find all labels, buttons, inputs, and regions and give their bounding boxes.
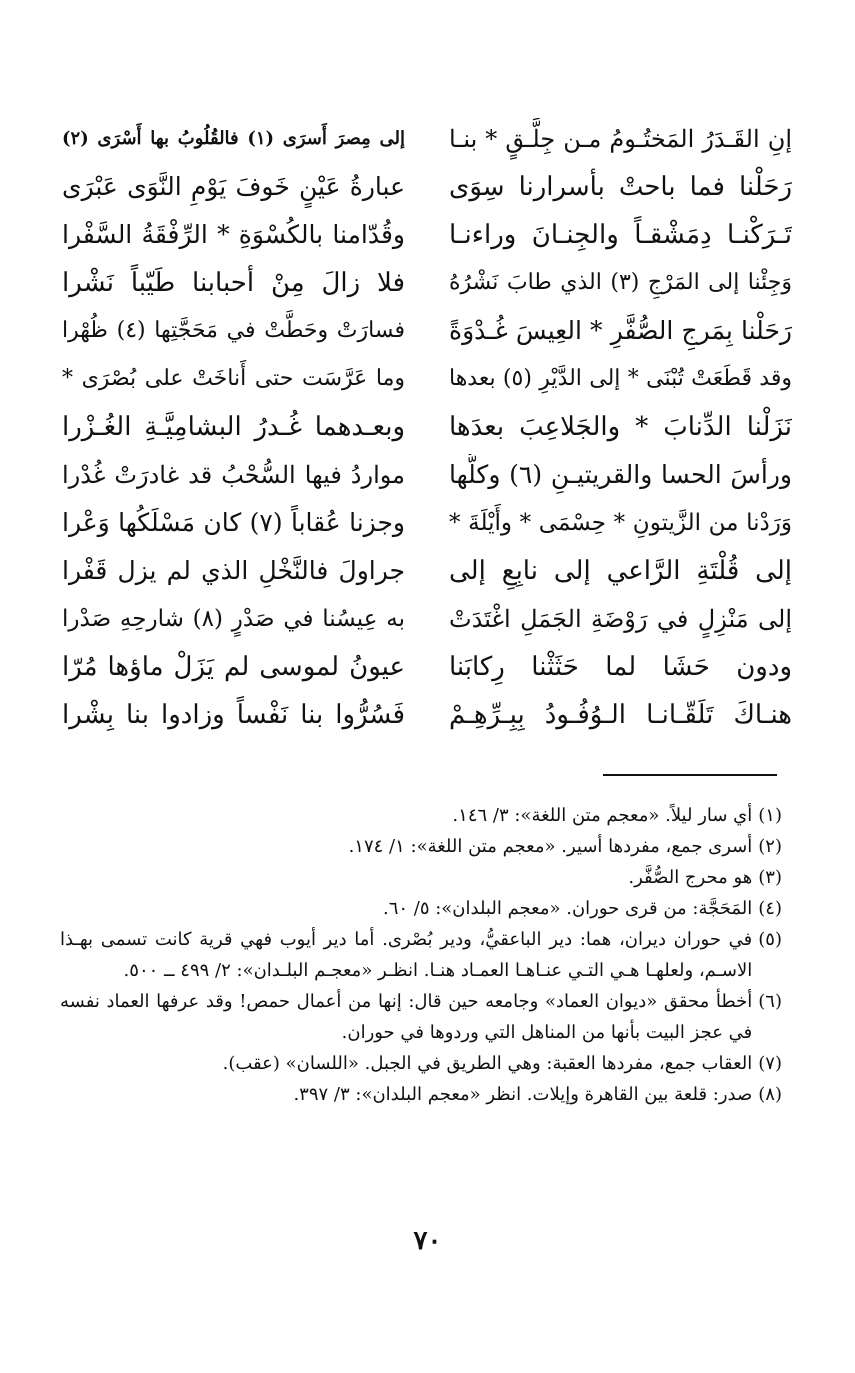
footnote-text: العقاب جمع، مفردها العقبة: وهي الطريق في الجبل. «اللسان» (عقب).: [222, 1053, 753, 1074]
footnote-text: أي سار ليلاً. «معجم متن اللغة»: ٣/ ١٤٦.: [452, 805, 753, 826]
footnote-3: [60, 862, 782, 893]
verse-12: [62, 646, 792, 688]
verse-first-hemistich: إلى قُلْتَةِ الرَّاعي إلى نابِعِ إلى: [449, 556, 792, 586]
verse-second-hemistich: عبارةُ عَيْنٍ خَوفَ يَوْمِ النَّوَى عَبْرَى: [62, 172, 405, 201]
verse-5: [62, 310, 792, 352]
verse-second-hemistich: فسارَتْ وحَطَّتْ في مَحَجَّتِها (٤) ظُهْرا: [62, 318, 405, 343]
verse-second-hemistich: فلا زالَ مِنْ أحبابنا طَيّباً نَشْرا: [62, 268, 405, 298]
poem: [62, 118, 792, 738]
footnote-number: (٦): [758, 991, 782, 1012]
footnote-5: [60, 924, 782, 986]
verse-first-hemistich: تَـرَكْنـا دِمَشْقـاً والجِنـانَ وراءنـا: [449, 220, 792, 250]
verse-first-hemistich: ورأسَ الحسا والقريتيـنِ (٦) وكلُّها: [449, 460, 792, 489]
verse-first-hemistich: وَجِئْنا إلى المَرْجِ (٣) الذي طابَ نَشْرُهُ: [449, 270, 792, 295]
footnote-number: (٤): [758, 898, 782, 919]
footnote-text: المَحَجَّة: من قرى حوران. «معجم البلدان»: ٥/ ٦٠.: [382, 898, 753, 919]
verse-first-hemistich: وقد قَطَعَتْ تُبْنَى * إلى الدَّيْرِ (٥) بعدها: [449, 366, 792, 391]
footnote-1: [60, 800, 782, 831]
footnote-8: [60, 1079, 782, 1110]
footnotes: [60, 800, 782, 1110]
verse-second-hemistich: فَسُرُّوا بنا نَفْساً وزادوا بنا بِشْرا: [62, 700, 405, 730]
verse-2: [62, 166, 792, 208]
verse-second-hemistich: به عِيسُنا في صَدْرٍ (٨) شارحِهِ صَدْرا: [62, 606, 405, 632]
verse-second-hemistich: مواردُ فيها السُّحْبُ قد غادرَتْ غُدْرا: [62, 461, 405, 489]
verse-9: [62, 502, 792, 544]
footnote-text: أسرى جمع، مفردها أسير. «معجم متن اللغة»: ١/ ١٧٤.: [348, 836, 753, 857]
verse-second-hemistich: وبعـدهما غُـدرُ البشامِيَّـةِ الغُـزْرا: [62, 412, 405, 442]
verse-second-hemistich: وما عَرَّسَت حتى أَناخَتْ على بُصْرَى *: [62, 366, 405, 391]
verse-7: [62, 406, 792, 448]
footnote-number: (٨): [758, 1084, 782, 1105]
page-number: ٧٠: [413, 1226, 442, 1256]
verse-first-hemistich: رَحَلْنا فما باحتْ بأسرارنا سِوَى: [449, 172, 792, 202]
footnote-separator: [603, 774, 777, 776]
footnote-2: [60, 831, 782, 862]
verse-3: [62, 214, 792, 256]
footnote-text: في حوران ديران، هما: دير الباعقيُّ، ودير بُصْرى. أما دير أيوب فهي قرية كانت تسمى بهـذا الاسـم، ولعلهـا هـي التـي عنـاهـا العمـاد هنـا. انظـر «معجـم البلـدان»: ٢/ ٤٩٩ ــ ٥٠٠.: [60, 929, 753, 981]
footnote-number: (٣): [758, 867, 782, 888]
verse-first-hemistich: ودون حَشَا لما حَثَثْنا رِكابَنا: [449, 652, 792, 682]
verse-second-hemistich: إلى مِصرَ أَسرَى (١) فالقُلُوبُ بها أَسْرَى (٢): [62, 128, 405, 149]
verse-second-hemistich: وقُدّامنا بالكُسْوَةِ * الرِّفْقَةُ السَّفْرا: [62, 220, 405, 249]
verse-6: [62, 358, 792, 400]
verse-second-hemistich: عيونُ لموسى لم يَزَلْ ماؤها مُرّا: [62, 652, 405, 682]
footnote-text: صدر: قلعة بين القاهرة وإيلات. انظر «معجم البلدان»: ٣/ ٣٩٧.: [293, 1084, 753, 1105]
verse-13: [62, 694, 792, 736]
verse-10: [62, 550, 792, 592]
footnote-number: (٥): [758, 929, 782, 950]
verse-first-hemistich: إنِ القَـدَرُ المَختُـومُ مـن جِلَّـقٍ * بنـا: [449, 125, 792, 153]
footnote-7: [60, 1048, 782, 1079]
verse-second-hemistich: جراولَ فالنَّخْلِ الذي لم يزل قَفْرا: [62, 556, 405, 585]
footnote-number: (٧): [758, 1053, 782, 1074]
verse-8: [62, 454, 792, 496]
footnote-6: [60, 986, 782, 1048]
verse-4: [62, 262, 792, 304]
footnote-text: هو محرج الصُّفَّر.: [628, 867, 753, 888]
verse-1: [62, 118, 792, 160]
verse-first-hemistich: رَحَلْنا بِمَرجِ الصُّفَّرِ * العِيسَ غُـدْوَةً: [449, 316, 792, 345]
verse-first-hemistich: نَزَلْنا الدِّنابَ * والجَلاعِبَ بعدَها: [449, 412, 792, 442]
footnote-number: (١): [758, 805, 782, 826]
verse-second-hemistich: وجزنا عُقاباً (٧) كان مَسْلَكُها وَعْرا: [62, 508, 405, 537]
verse-first-hemistich: هنـاكَ تَلَقّـانـا الـوُفُـودُ بِبِـرِّهِـمْ: [449, 700, 792, 730]
footnote-4: [60, 893, 782, 924]
verse-first-hemistich: إلى مَنْزِلٍ في رَوْضَةِ الجَمَلِ اغْتَدَتْ: [449, 605, 792, 633]
verse-first-hemistich: وَرَدْنا من الزَّيتونِ * حِسْمَى * وأَيْلَةَ *: [449, 510, 792, 536]
footnote-text: أخطأ محقق «ديوان العماد» وجامعه حين قال: إنها من أعمال حمص! وقد عرفها العماد نفسه في عجز البيت بأنها من المناهل التي وردوها في حوران.: [60, 991, 753, 1043]
verse-11: [62, 598, 792, 640]
footnote-number: (٢): [758, 836, 782, 857]
